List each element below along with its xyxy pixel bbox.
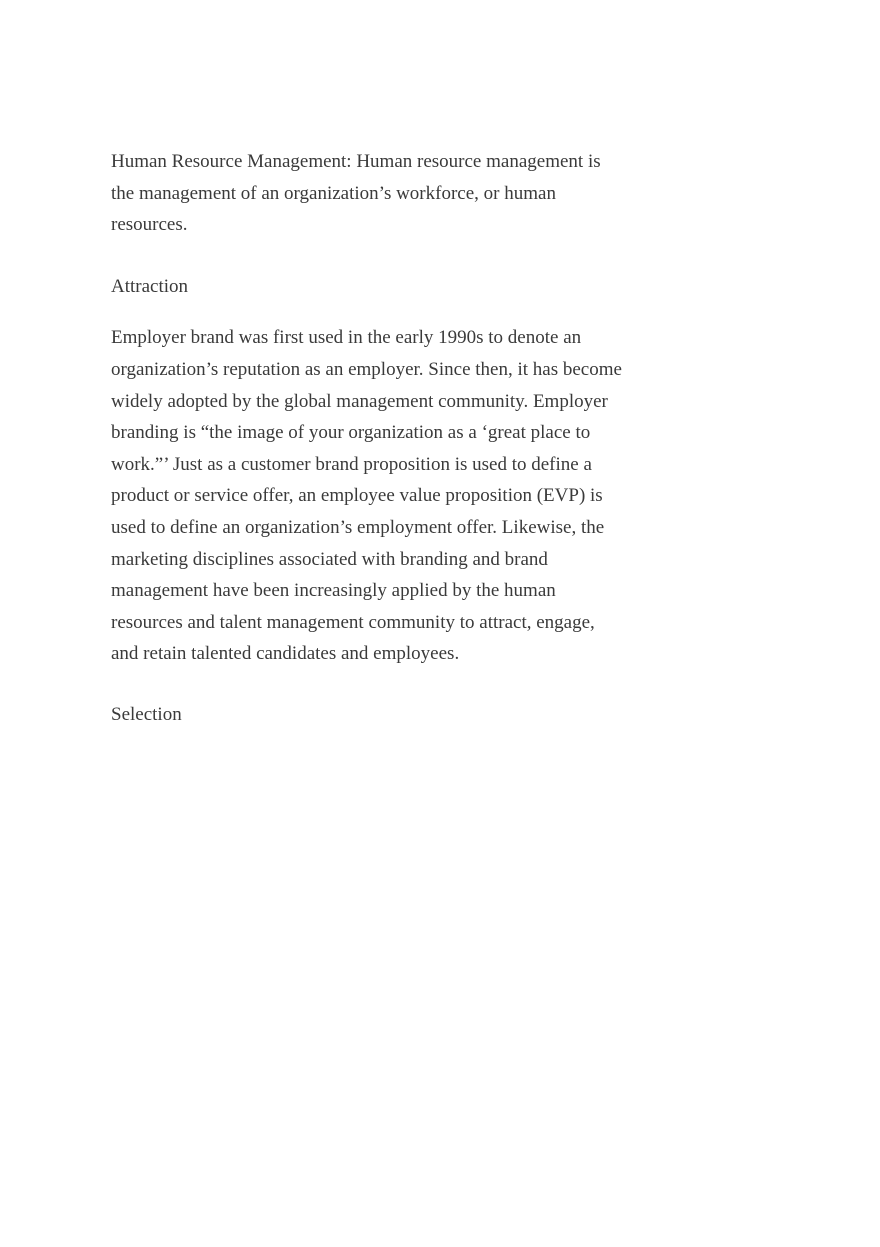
attraction-paragraph: Employer brand was first used in the early 1990s to denote an organization’s reputation as an employer. Since then, it has become widely adopted by the global management community. Employer branding is “the image of your organization as a ‘great place to work.”’ Just as a customer brand proposition is used to define a product or service offer, an employee value proposition (EVP) is used to define an organization’s employment offer. Likewise, the marketing disciplines associated with branding and brand management have been increasingly applied by the human resources and talent management community to attract, engage, and retain talented candidates and employees. — [111, 327, 622, 665]
section-heading-attraction: Attraction — [111, 275, 189, 297]
section-heading-selection: Selection — [111, 703, 182, 725]
intro-paragraph: Human Resource Management: Human resource management is the management of an organization’s workforce, or human resources. — [111, 151, 601, 236]
document-body — [111, 146, 651, 751]
